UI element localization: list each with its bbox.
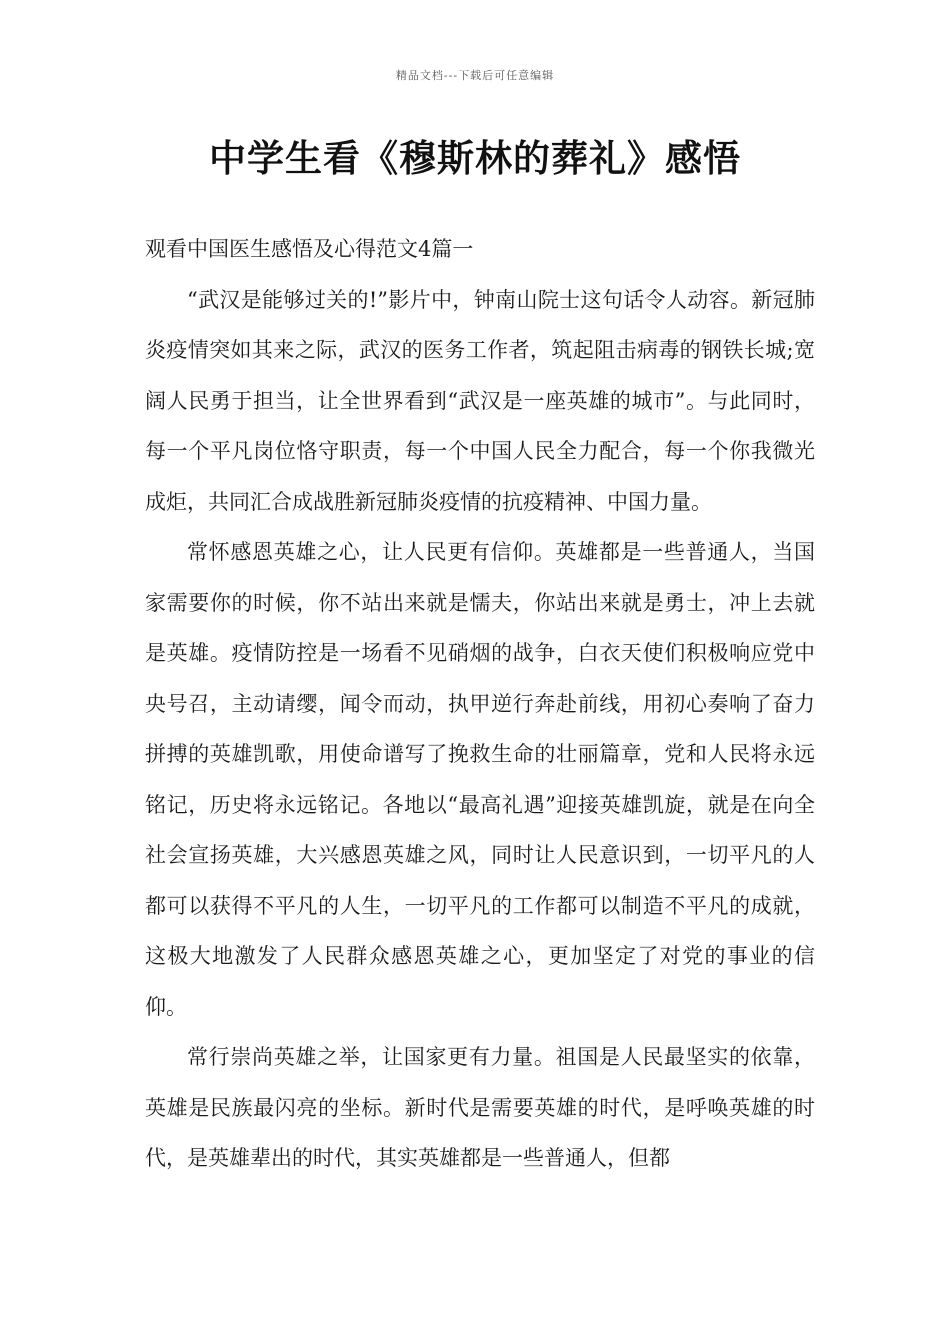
paragraph-2: 常怀感恩英雄之心，让人民更有信仰。英雄都是一些普通人，当国家需要你的时候，你不站出来就是懦夫，你站出来就是勇士，冲上去就是英雄。疫情防控是一场看不见硝烟的战争，白衣天使们积极响应党中央号召，主动请缨，闻令而动，执甲逆行奔赴前线，用初心奏响了奋力拼搏的英雄凯歌，用使命谱写了挽救生命的壮丽篇章，党和人民将永远铭记，历史将永远铭记。各地以“最高礼遇”迎接英雄凯旋，就是在向全社会宣扬英雄，大兴感恩英雄之风，同时让人民意识到，一切平凡的人都可以获得不平凡的人生，一切平凡的工作都可以制造不平凡的成就，这极大地激发了人民群众感恩英雄之心，更加坚定了对党的事业的信仰。 [145,540,815,1019]
document-title: 中学生看《穆斯林的葬礼》感悟 [209,137,741,180]
paragraph-3: 常行崇尚英雄之举，让国家更有力量。祖国是人民最坚实的依靠，英雄是民族最闪亮的坐标。新时代是需要英雄的时代，是呼唤英雄的时代，是英雄辈出的时代，其实英雄都是一些普通人，但都 [145,1045,815,1170]
header-note: 精品文档---下载后可任意编辑 [395,69,555,82]
document-body [145,224,815,1184]
section-heading: 观看中国医生感悟及心得范文4篇一 [145,237,474,261]
paragraph-1: “武汉是能够过关的!”影片中，钟南山院士这句话令人动容。新冠肺炎疫情突如其来之际，武汉的医务工作者，筑起阻击病毒的钢铁长城;宽阔人民勇于担当，让全世界看到“武汉是一座英雄的城市”。与此同时，每一个平凡岗位恪守职责，每一个中国人民全力配合，每一个你我微光成炬，共同汇合成战胜新冠肺炎疫情的抗疫精神、中国力量。 [145,287,815,514]
